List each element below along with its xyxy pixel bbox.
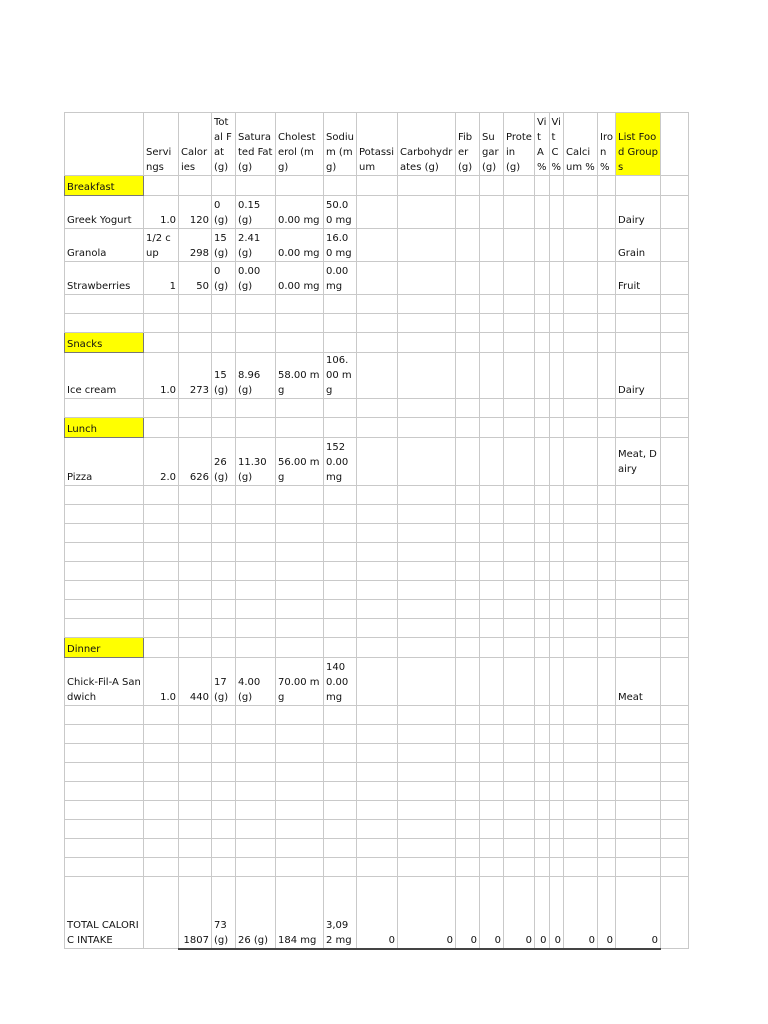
sodium-cell: 106.00 mg (324, 353, 357, 399)
header-calories: Calories (179, 113, 212, 176)
total-fiber: 0 (456, 877, 480, 949)
calories-cell: 273 (179, 353, 212, 399)
header-potassium: Potassium (357, 113, 398, 176)
header-servings: Servings (144, 113, 179, 176)
sat-fat-cell: 2.41 (g) (236, 229, 276, 262)
total-vit-c: 0 (549, 877, 564, 949)
total-vit-a: 0 (535, 877, 550, 949)
calories-cell: 120 (179, 196, 212, 229)
cholesterol-cell: 0.00 mg (276, 196, 324, 229)
cholesterol-cell: 70.00 mg (276, 658, 324, 706)
food-name: Ice cream (65, 353, 144, 399)
total-potassium: 0 (357, 877, 398, 949)
section-row (65, 418, 689, 438)
cholesterol-cell: 0.00 mg (276, 229, 324, 262)
total-calories: 1807 (179, 877, 212, 949)
fat-cell: 26 (g) (212, 438, 236, 486)
header-cell (661, 113, 689, 176)
servings-cell: 1/2 cup (144, 229, 179, 262)
table-row (65, 229, 689, 262)
section-row (65, 638, 689, 658)
total-sat-fat: 26 (g) (236, 877, 276, 949)
total-protein: 0 (504, 877, 535, 949)
cholesterol-cell: 58.00 mg (276, 353, 324, 399)
total-sodium: 3,092 mg (324, 877, 357, 949)
header-cholesterol: Cholesterol (mg) (276, 113, 324, 176)
total-label: TOTAL CALORIC INTAKE (65, 877, 144, 949)
servings-cell: 1.0 (144, 196, 179, 229)
food-name: Pizza (65, 438, 144, 486)
header-food-groups: List Food Groups (616, 113, 661, 176)
food-name: Strawberries (65, 262, 144, 295)
header-vit-a: Vit A % (535, 113, 550, 176)
header-vit-c: Vit C % (549, 113, 564, 176)
table-row (65, 658, 689, 706)
total-calcium: 0 (564, 877, 598, 949)
calories-cell: 298 (179, 229, 212, 262)
total-iron: 0 (598, 877, 616, 949)
food-name: Granola (65, 229, 144, 262)
total-sugar: 0 (480, 877, 504, 949)
food-group-cell: Dairy (616, 353, 661, 399)
section-breakfast: Breakfast (65, 176, 144, 196)
header-calcium: Calcium % (564, 113, 598, 176)
calories-cell: 50 (179, 262, 212, 295)
total-food-groups: 0 (616, 877, 661, 949)
header-fiber: Fiber (g) (456, 113, 480, 176)
sodium-cell: 50.00 mg (324, 196, 357, 229)
header-iron: Iron % (598, 113, 616, 176)
food-group-cell: Grain (616, 229, 661, 262)
sat-fat-cell: 11.30 (g) (236, 438, 276, 486)
sodium-cell: 1400.00 mg (324, 658, 357, 706)
header-saturated-fat: Saturated Fat (g) (236, 113, 276, 176)
total-fat: 73 (g) (212, 877, 236, 949)
food-name: Chick-Fil-A Sandwich (65, 658, 144, 706)
header-carbohydrates: Carbohydrates (g) (398, 113, 456, 176)
cholesterol-cell: 0.00 mg (276, 262, 324, 295)
food-group-cell: Fruit (616, 262, 661, 295)
section-snacks: Snacks (65, 333, 144, 353)
food-name: Greek Yogurt (65, 196, 144, 229)
header-row (65, 113, 689, 176)
header-cell (65, 113, 144, 176)
fat-cell: 0 (g) (212, 262, 236, 295)
sat-fat-cell: 0.00 (g) (236, 262, 276, 295)
servings-cell: 1 (144, 262, 179, 295)
sat-fat-cell: 0.15 (g) (236, 196, 276, 229)
header-total-fat: Total Fat (g) (212, 113, 236, 176)
total-carbs: 0 (398, 877, 456, 949)
sodium-cell: 0.00 mg (324, 262, 357, 295)
cholesterol-cell: 56.00 mg (276, 438, 324, 486)
servings-cell: 1.0 (144, 658, 179, 706)
table-row (65, 196, 689, 229)
nutrition-spreadsheet (64, 112, 689, 950)
section-row (65, 176, 689, 196)
servings-cell: 2.0 (144, 438, 179, 486)
total-cholesterol: 184 mg (276, 877, 324, 949)
calories-cell: 626 (179, 438, 212, 486)
food-group-cell: Meat, Dairy (616, 438, 661, 486)
sodium-cell: 16.00 mg (324, 229, 357, 262)
header-sugar: Sugar (g) (480, 113, 504, 176)
table-row (65, 353, 689, 399)
sat-fat-cell: 4.00 (g) (236, 658, 276, 706)
header-protein: Protein (g) (504, 113, 535, 176)
fat-cell: 15 (g) (212, 229, 236, 262)
section-dinner: Dinner (65, 638, 144, 658)
header-sodium: Sodium (mg) (324, 113, 357, 176)
table-row (65, 262, 689, 295)
servings-cell: 1.0 (144, 353, 179, 399)
total-row (65, 877, 689, 949)
calories-cell: 440 (179, 658, 212, 706)
table-row (65, 438, 689, 486)
sat-fat-cell: 8.96 (g) (236, 353, 276, 399)
food-group-cell: Dairy (616, 196, 661, 229)
fat-cell: 0 (g) (212, 196, 236, 229)
sodium-cell: 1520.00 mg (324, 438, 357, 486)
fat-cell: 15 (g) (212, 353, 236, 399)
food-group-cell: Meat (616, 658, 661, 706)
fat-cell: 17 (g) (212, 658, 236, 706)
section-lunch: Lunch (65, 418, 144, 438)
section-row (65, 333, 689, 353)
